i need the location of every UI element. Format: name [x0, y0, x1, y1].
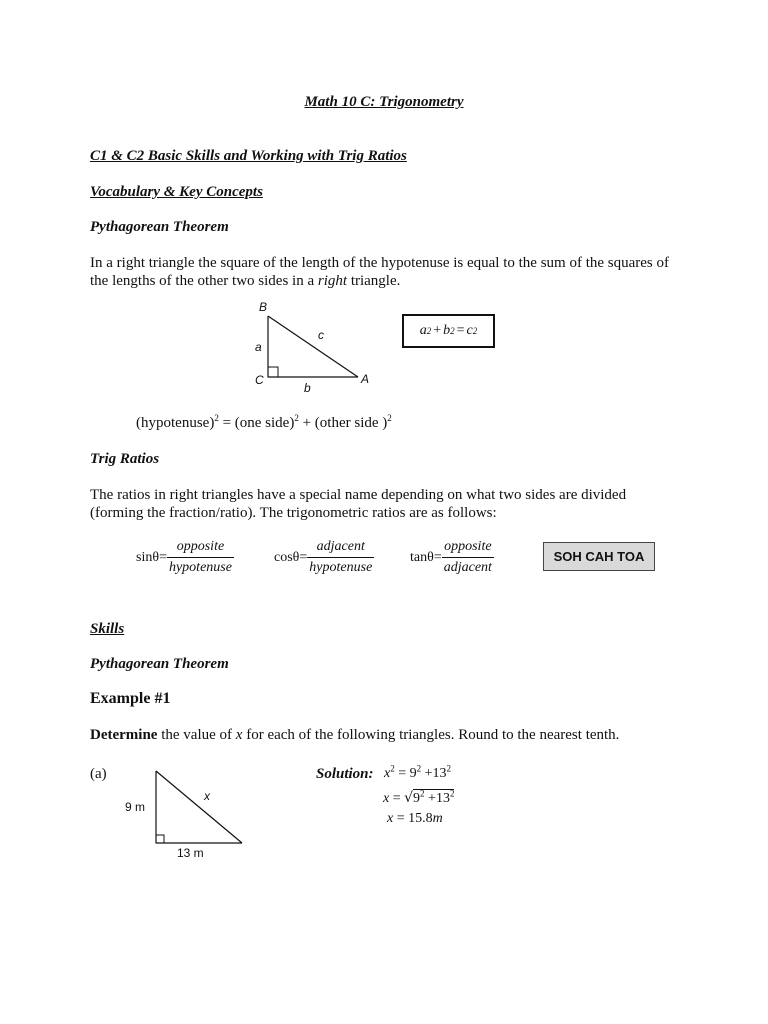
- sol1-eq: = 9: [394, 766, 417, 781]
- triangle-side-a-label: a: [255, 340, 262, 354]
- hyp-formula-exp-1: 2: [214, 413, 219, 423]
- sol2-plus: +13: [424, 791, 450, 806]
- hyp-formula-exp-2: 2: [294, 413, 299, 423]
- pythag-text-pre: the lengths of the other two sides in a: [90, 273, 318, 289]
- example-heading: Example #1: [90, 690, 171, 707]
- triangle-side-c: [268, 316, 358, 377]
- sol1-exp: 2: [390, 763, 395, 774]
- solution-label: Solution:: [316, 766, 374, 782]
- sol2-exp2: 2: [449, 788, 455, 799]
- triangle-vertex-a: A: [361, 372, 370, 386]
- determine-var: x: [235, 727, 243, 743]
- sol3-unit: m: [432, 811, 443, 826]
- sol1-plus: +13: [421, 766, 447, 781]
- part-a-label: (a): [90, 766, 107, 782]
- tangent-fn: tan: [410, 549, 428, 565]
- triangle-vertex-b: B: [259, 300, 268, 314]
- formula-equals: =: [456, 323, 465, 338]
- formula-a: a: [419, 323, 427, 338]
- triangle-side-c-label: c: [318, 328, 324, 342]
- sol2-exp: 2: [420, 788, 425, 799]
- sine-numerator: opposite: [167, 539, 234, 558]
- pythag-text-line-2: [90, 272, 400, 290]
- hypotenuse-formula: [136, 414, 392, 432]
- tangent-ratio: [410, 539, 494, 576]
- cosine-fraction: [307, 539, 374, 576]
- cosine-equals: =: [299, 549, 308, 565]
- formula-b: b: [443, 323, 451, 338]
- sol2-x: x: [383, 791, 390, 806]
- pythag-text-line-1: In a right triangle the square of the length of the hypotenuse is equal to the sum of the squares of: [90, 255, 670, 271]
- determine-post: for each of the following triangles. Round to the nearest tenth.: [242, 727, 620, 743]
- tangent-theta: θ: [427, 549, 434, 565]
- sol2-a: 9: [413, 791, 421, 806]
- right-angle-marker: [268, 367, 278, 377]
- sol1-x: x: [384, 766, 391, 781]
- hyp-formula-part-2: = (one side): [218, 415, 295, 431]
- formula-plus: +: [433, 323, 442, 338]
- hyp-formula-part-1: (hypotenuse): [136, 415, 215, 431]
- trig-ratios-heading: Trig Ratios: [90, 451, 160, 467]
- tangent-numerator: opposite: [442, 539, 494, 558]
- example-side-13m: 13 m: [177, 846, 204, 860]
- example-triangle-hypotenuse: [156, 771, 242, 843]
- hyp-formula-exp-3: 2: [387, 413, 392, 423]
- solution-line-2: [383, 790, 454, 807]
- sol2-radicand: [413, 789, 454, 806]
- cosine-theta: θ: [292, 549, 300, 565]
- sine-theta: θ: [152, 549, 160, 565]
- example-hypotenuse-x: x: [204, 789, 210, 803]
- example-side-9m: 9 m: [125, 800, 146, 814]
- cosine-fn: cos: [274, 549, 293, 565]
- triangle-vertex-c: C: [255, 373, 264, 387]
- page-title: Math 10 C: Trigonometry: [304, 94, 464, 110]
- determine-pre: the value of: [157, 727, 236, 743]
- skills-pythag-heading: Pythagorean Theorem: [90, 656, 229, 672]
- cosine-denominator: hypotenuse: [309, 560, 373, 575]
- sol2-eq: =: [389, 791, 405, 806]
- cosine-numerator: adjacent: [307, 539, 374, 558]
- pythag-text-post: triangle.: [347, 273, 401, 289]
- pythagorean-formula: a 2 + b 2 = c 2: [419, 323, 478, 338]
- cosine-ratio: [274, 539, 374, 576]
- sol2-radical: √: [404, 790, 414, 806]
- pythag-text-em: right: [317, 273, 348, 289]
- sol1-exp2: 2: [416, 763, 422, 774]
- determine-instruction: [90, 726, 619, 744]
- sine-denominator: hypotenuse: [168, 560, 232, 575]
- sine-fn: sin: [136, 549, 153, 565]
- formula-c: c: [466, 323, 473, 338]
- pythag-heading: Pythagorean Theorem: [90, 219, 229, 235]
- tangent-equals: =: [433, 549, 442, 565]
- trig-text-line-1: The ratios in right triangles have a special name depending on what two sides are divided: [90, 487, 627, 503]
- triangle-side-b-label: b: [304, 381, 311, 395]
- sol1-exp3: 2: [446, 763, 452, 774]
- tangent-denominator: adjacent: [443, 560, 492, 575]
- sine-fraction: [167, 539, 234, 576]
- sol3-x: x: [387, 811, 394, 826]
- skills-heading: Skills: [90, 621, 125, 637]
- hyp-formula-part-3: + (other side ): [298, 415, 388, 431]
- solution-line-1: [384, 763, 452, 782]
- vocab-heading: Vocabulary & Key Concepts: [90, 184, 263, 200]
- section-heading: C1 & C2 Basic Skills and Working with Trig Ratios: [90, 148, 407, 164]
- determine-bold: Determine: [90, 727, 158, 743]
- sine-equals: =: [159, 549, 167, 565]
- sol3-eq: = 15.8: [393, 811, 433, 826]
- tangent-fraction: [442, 539, 494, 576]
- solution-line-3: [387, 811, 443, 827]
- sine-ratio: [136, 539, 234, 576]
- example-right-angle-marker: [156, 835, 164, 843]
- soh-cah-toa-box: SOH CAH TOA: [543, 542, 655, 571]
- trig-text-line-2: (forming the fraction/ratio). The trigonometric ratios are as follows:: [90, 505, 497, 521]
- example-triangle-diagram: [150, 766, 250, 850]
